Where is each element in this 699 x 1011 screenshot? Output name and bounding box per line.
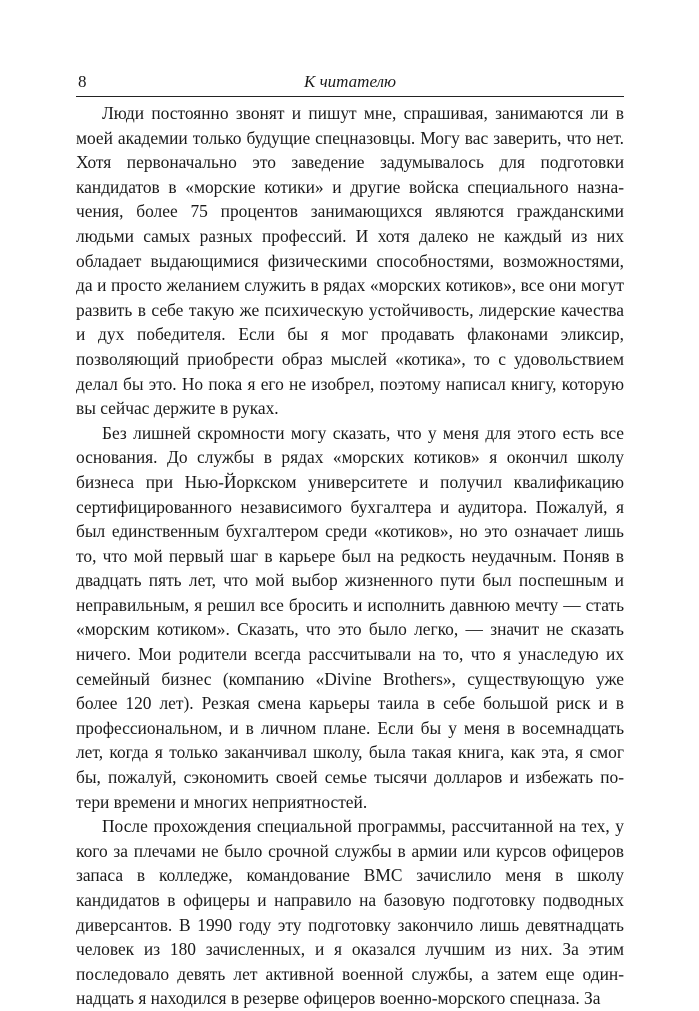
paragraph-2: Без лишней скромности могу сказать, что у меня для этого есть все основания. До службы в рядах «морских котиков» я окончил школу бизнеса при Нью-Йоркском университете и получил квалификацию сертифицированного независимого бухгалтера и аудитора. Пожалуй, я был единственным бухгалтером среди «котиков», но это означает лишь то, что мой первый шаг в карьере был на редкость неудачным. Поняв в двадцать пять лет, что мой выбор жизненного пути был поспешным и неправильным, я решил все бросить и исполнить давнюю мечту — стать «морским котиком». Сказать, что это было легко, — значит не сказать ничего. Мои родители всегда рассчитывали на то, что я унаследую их семейный бизнес (компанию «Divine Brothers», существующую уже более 120 лет). Резкая смена карьеры таила в себе большой риск и в профессиональном, и в личном плане. Если бы у меня в восемнадцать лет, когда я только заканчивал школу, была такая книга, как эта, я смог бы, пожалуй, сэкономить своей семье тысячи долларов и избежать потери времени и многих неприятностей.: [76, 422, 624, 812]
running-head: [76, 70, 624, 97]
paragraph-1: Люди постоянно звонят и пишут мне, спрашивая, занимаются ли в моей академии только будущие спецназовцы. Могу вас заверить, что нет. Хотя первоначально это заведение задумывалось для подготовки кандидатов в «морские котики» и другие войска специального назначения, более 75 процентов занимающихся являются гражданскими людьми самых разных профессий. И хотя далеко не каждый из них обладает выдающимися физическими способностями, возможностями, да и просто желанием служить в рядах «морских котиков», все они могут развить в себе такую же психическую устойчивость, лидерские качества и дух победителя. Если бы я мог продавать флаконами эликсир, позволяющий приобрести образ мыслей «котика», то с удовольствием делал бы это. Но пока я его не изобрел, поэтому написал книгу, которую вы сейчас держите в руках.: [76, 103, 624, 419]
chapter-title: К читателю: [304, 72, 396, 91]
paragraph-3: После прохождения специальной программы, рассчитанной на тех, у кого за плечами не было срочной службы в армии или курсов офицеров запаса в колледже, командование ВМС зачислило меня в школу кандидатов в офицеры и направило на базовую подготовку подводных диверсантов. В 1990 году эту подготовку закончило лишь девятнадцать человек из 180 зачисленных, и я оказался лучшим из них. За этим последовало девять лет активной военной службы, а затем еще одиннадцать я находился в резерве офицеров военно-морского спецназа. За: [76, 816, 624, 1009]
body-text: [76, 101, 624, 1011]
book-page: [76, 70, 624, 1011]
page-number: 8: [78, 72, 87, 91]
